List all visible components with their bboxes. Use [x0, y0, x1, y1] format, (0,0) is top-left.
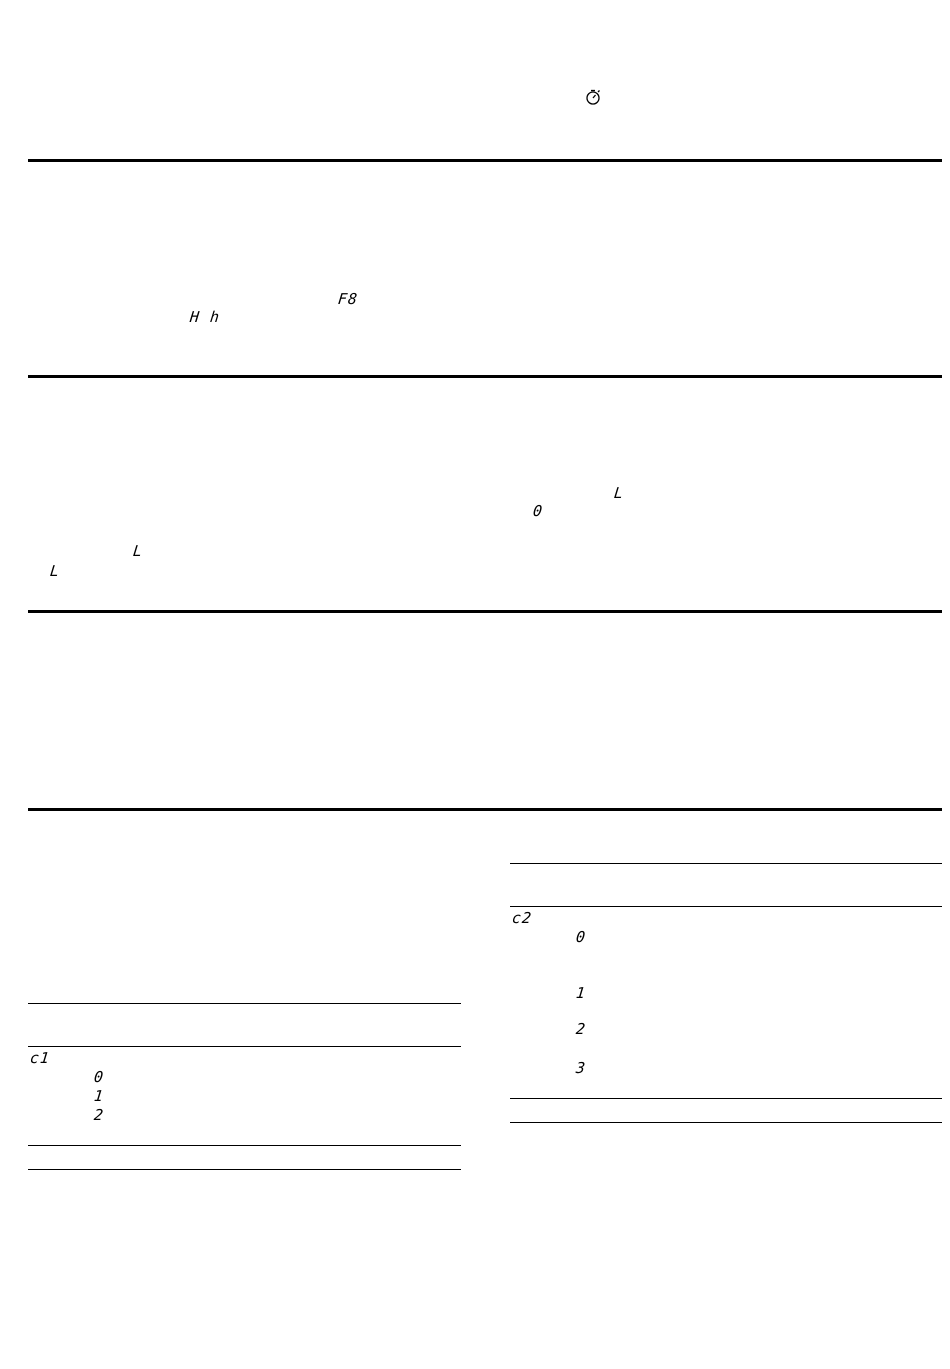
table-c2-value-3: 3 [575, 1059, 587, 1077]
display-code-f8: F8 [337, 290, 360, 308]
section-divider-1 [28, 159, 942, 162]
display-code-l-right: L [613, 484, 625, 502]
table-c2-value-0: 0 [575, 928, 587, 946]
table-c2-value-1: 1 [575, 984, 587, 1002]
display-code-0-right: 0 [532, 502, 544, 520]
timer-icon [585, 88, 601, 106]
section-divider-4 [28, 808, 942, 811]
table-c2-value-2: 2 [575, 1020, 587, 1038]
table-c2-rule-bottom-2 [510, 1122, 942, 1123]
table-c1-rule-bottom-1 [28, 1145, 461, 1146]
display-code-l-left-1: L [132, 542, 144, 560]
section-divider-2 [28, 375, 942, 378]
table-c1-rule-bottom-2 [28, 1169, 461, 1170]
table-c1-rule-top [28, 1003, 461, 1004]
table-c2-rule-bottom-1 [510, 1098, 942, 1099]
table-c1-rule-header [28, 1046, 461, 1047]
section-divider-3 [28, 610, 942, 613]
table-c1-value-2: 2 [93, 1106, 105, 1124]
display-code-hh: H h [189, 308, 222, 326]
table-c2-rule-header [510, 906, 942, 907]
display-code-l-left-2: L [49, 562, 61, 580]
table-c2-rule-top [510, 863, 942, 864]
table-c1-value-1: 1 [93, 1087, 105, 1105]
table-c1-setting: c1 [29, 1049, 52, 1067]
table-c2-setting: c2 [511, 909, 534, 927]
table-c1-value-0: 0 [93, 1068, 105, 1086]
